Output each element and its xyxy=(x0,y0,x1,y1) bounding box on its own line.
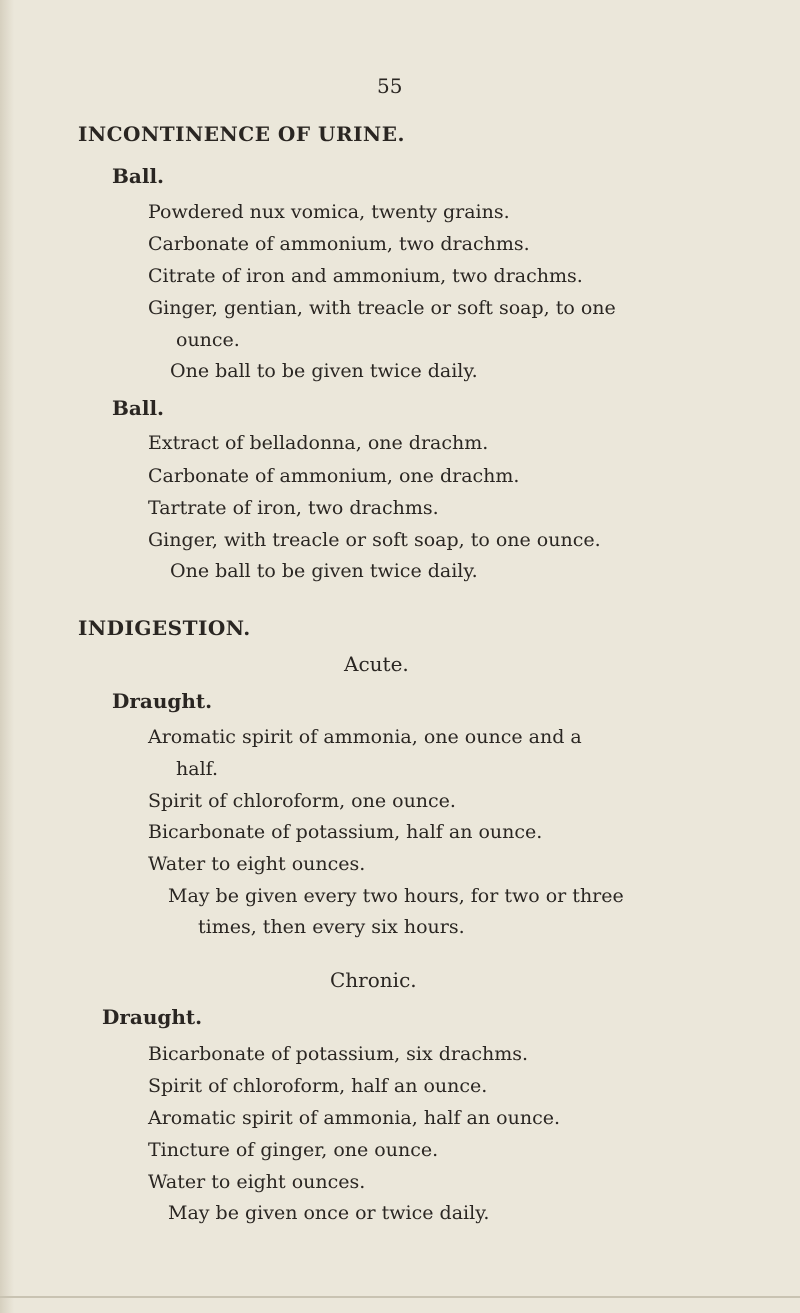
ball-label-2: Ball. xyxy=(112,396,165,420)
dosage-instruction-continued: times, then every six hours. xyxy=(198,916,465,938)
ingredient-line: Powdered nux vomica, twenty grains. xyxy=(148,201,510,223)
section-heading-indigestion: INDIGESTION. xyxy=(78,616,251,640)
ingredient-line: Extract of belladonna, one drachm. xyxy=(148,432,489,454)
ingredient-line: Citrate of iron and ammonium, two drachms. xyxy=(148,265,583,287)
ingredient-line: Bicarbonate of potassium, half an ounce. xyxy=(148,821,543,843)
ingredient-line: Bicarbonate of potassium, six drachms. xyxy=(148,1043,528,1065)
ingredient-line-continued: half. xyxy=(176,758,219,780)
draught-label-chronic: Draught. xyxy=(102,1005,203,1029)
ingredient-line: Spirit of chloroform, one ounce. xyxy=(148,790,456,812)
ingredient-line: Water to eight ounces. xyxy=(148,1171,366,1193)
ingredient-line-continued: ounce. xyxy=(176,329,240,351)
draught-label-acute: Draught. xyxy=(112,689,213,713)
ingredient-line: Aromatic spirit of ammonia, half an ounce. xyxy=(148,1107,560,1129)
section-heading-incontinence: INCONTINENCE OF URINE. xyxy=(78,122,405,146)
subsection-title-chronic: Chronic. xyxy=(330,968,417,992)
ingredient-line: Spirit of chloroform, half an ounce. xyxy=(148,1075,488,1097)
dosage-instruction: One ball to be given twice daily. xyxy=(170,560,478,582)
ball-label-1: Ball. xyxy=(112,164,165,188)
ingredient-line: Ginger, gentian, with treacle or soft soap, to one xyxy=(148,297,616,319)
page-number: 55 xyxy=(377,74,403,98)
ingredient-line: Carbonate of ammonium, one drachm. xyxy=(148,465,520,487)
ingredient-line: Carbonate of ammonium, two drachms. xyxy=(148,233,530,255)
dosage-instruction: May be given every two hours, for two or three xyxy=(168,885,624,907)
page-gutter xyxy=(0,0,14,1313)
ingredient-line: Tartrate of iron, two drachms. xyxy=(148,497,439,519)
ingredient-line: Aromatic spirit of ammonia, one ounce and a xyxy=(148,726,582,748)
dosage-instruction: May be given once or twice daily. xyxy=(168,1202,490,1224)
dosage-instruction: One ball to be given twice daily. xyxy=(170,360,478,382)
ingredient-line: Ginger, with treacle or soft soap, to one ounce. xyxy=(148,529,601,551)
page-bottom-edge xyxy=(0,1296,800,1298)
ingredient-line: Water to eight ounces. xyxy=(148,853,366,875)
ingredient-line: Tincture of ginger, one ounce. xyxy=(148,1139,439,1161)
subsection-title-acute: Acute. xyxy=(344,652,409,676)
